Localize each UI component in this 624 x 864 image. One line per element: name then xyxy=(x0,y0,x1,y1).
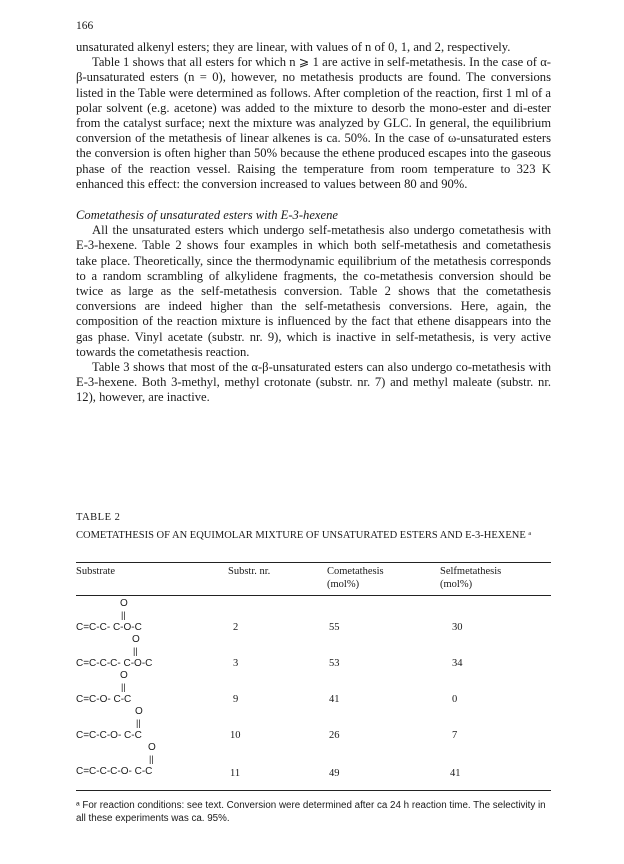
table-cell-selfmetathesis: 41 xyxy=(450,768,461,779)
table-footnote: ᵃ For reaction conditions: see text. Conversion were determined after ca 24 h reaction time. The selectivity in all these experiments was ca. 95%. xyxy=(76,800,546,824)
table-cell-nr: 9 xyxy=(233,694,239,705)
paragraph-1: unsaturated alkenyl esters; they are linear, with values of n of 0, 1, and 2, respectively. xyxy=(76,40,511,54)
table-cell-selfmetathesis: 34 xyxy=(452,658,463,669)
table-cell-selfmetathesis: 30 xyxy=(452,622,463,633)
table-bottom-rule xyxy=(76,790,551,791)
table-cell-nr: 10 xyxy=(230,730,241,741)
table-row-structure: O || C=C-C-C- C-O-C xyxy=(76,634,153,669)
table-title: COMETATHESIS OF AN EQUIMOLAR MIXTURE OF UNSATURATED ESTERS AND E-3-HEXENE ᵃ xyxy=(76,530,532,541)
body-text xyxy=(76,40,551,406)
table-row-structure: O || C=C-O- C-C xyxy=(76,670,132,705)
table-row-structure: O || C=C-C-O- C-C xyxy=(76,706,143,741)
paragraph-2: Table 1 shows that all esters for which n ⩾ 1 are active in self-metathesis. In the case of α-β-unsaturated esters (n = 0), however, no metathesis products are found. The conversions listed in the Table were determined as follows. After completion of the reaction, first 1 ml of a polar solvent (e.g. acetone) was added to the mixture to desorb the mono-ester and di-ester from the catalyst surface; next the mixture was analyzed by GLC. In general, the equilibrium conversion of the metathesis of linear alkenes is ca. 50%. In the case of ω-unsaturated esters the conversion is often higher than 50% because the ethene produced escapes into the gaseous phase of the reaction vessel. Raising the temperature from room temperature to 323 K enhanced this effect: the conversion increased to values between 80 and 90%. xyxy=(76,55,551,191)
paragraph-4: Table 3 shows that most of the α-β-unsaturated esters can also undergo co-metathesis with E-3-hexene. Both 3-methyl, methyl crotonate (substr. nr. 7) and methyl maleate (substr. nr. 12), however, are inactive. xyxy=(76,360,551,405)
table-cell-cometathesis: 26 xyxy=(329,730,340,741)
header-selfmetathesis: Selfmetathesis (mol%) xyxy=(440,566,502,590)
table-cell-selfmetathesis: 7 xyxy=(452,730,458,741)
table-label: TABLE 2 xyxy=(76,512,121,523)
section-heading: Cometathesis of unsaturated esters with E-3-hexene xyxy=(76,208,338,223)
table-row-structure: O || C=C-C-C-O- C-C xyxy=(76,742,156,777)
table-cell-cometathesis: 55 xyxy=(329,622,340,633)
header-substrate: Substrate xyxy=(76,566,116,577)
table-cell-nr: 11 xyxy=(230,768,241,779)
paragraph-3: All the unsaturated esters which undergo self-metathesis also undergo cometathesis with E-3-hexene. Table 2 shows four examples in which both self-metathesis and cometathesis take place. Theoretically, since the thermodynamic equilibrium of the metathesis corresponds to a random scrambling of alkylidene fragments, the co-metathesis conversion should be twice as large as the self-metathesis conversion. Table 2 shows that the cometathesis conversions are indeed higher than the self-metathesis conversions. Here, again, the composition of the reaction mixture is influenced by the fact that ethene disappears into the gas phase. Vinyl acetate (substr. nr. 9), which is inactive in self-metathesis, is very active towards the cometathesis reaction. xyxy=(76,223,551,359)
table-row-structure: O || C=C-C- C-O-C xyxy=(76,598,142,633)
table-cell-nr: 2 xyxy=(233,622,239,633)
table-cell-cometathesis: 53 xyxy=(329,658,340,669)
table-cell-cometathesis: 49 xyxy=(329,768,340,779)
table-top-rule xyxy=(76,562,551,563)
header-cometathesis: Cometathesis (mol%) xyxy=(327,566,384,590)
table-cell-nr: 3 xyxy=(233,658,239,669)
table-cell-selfmetathesis: 0 xyxy=(452,694,458,705)
table-cell-cometathesis: 41 xyxy=(329,694,340,705)
table-header-rule xyxy=(76,595,551,596)
header-substr-nr: Substr. nr. xyxy=(228,566,271,577)
page-number: 166 xyxy=(76,20,94,32)
